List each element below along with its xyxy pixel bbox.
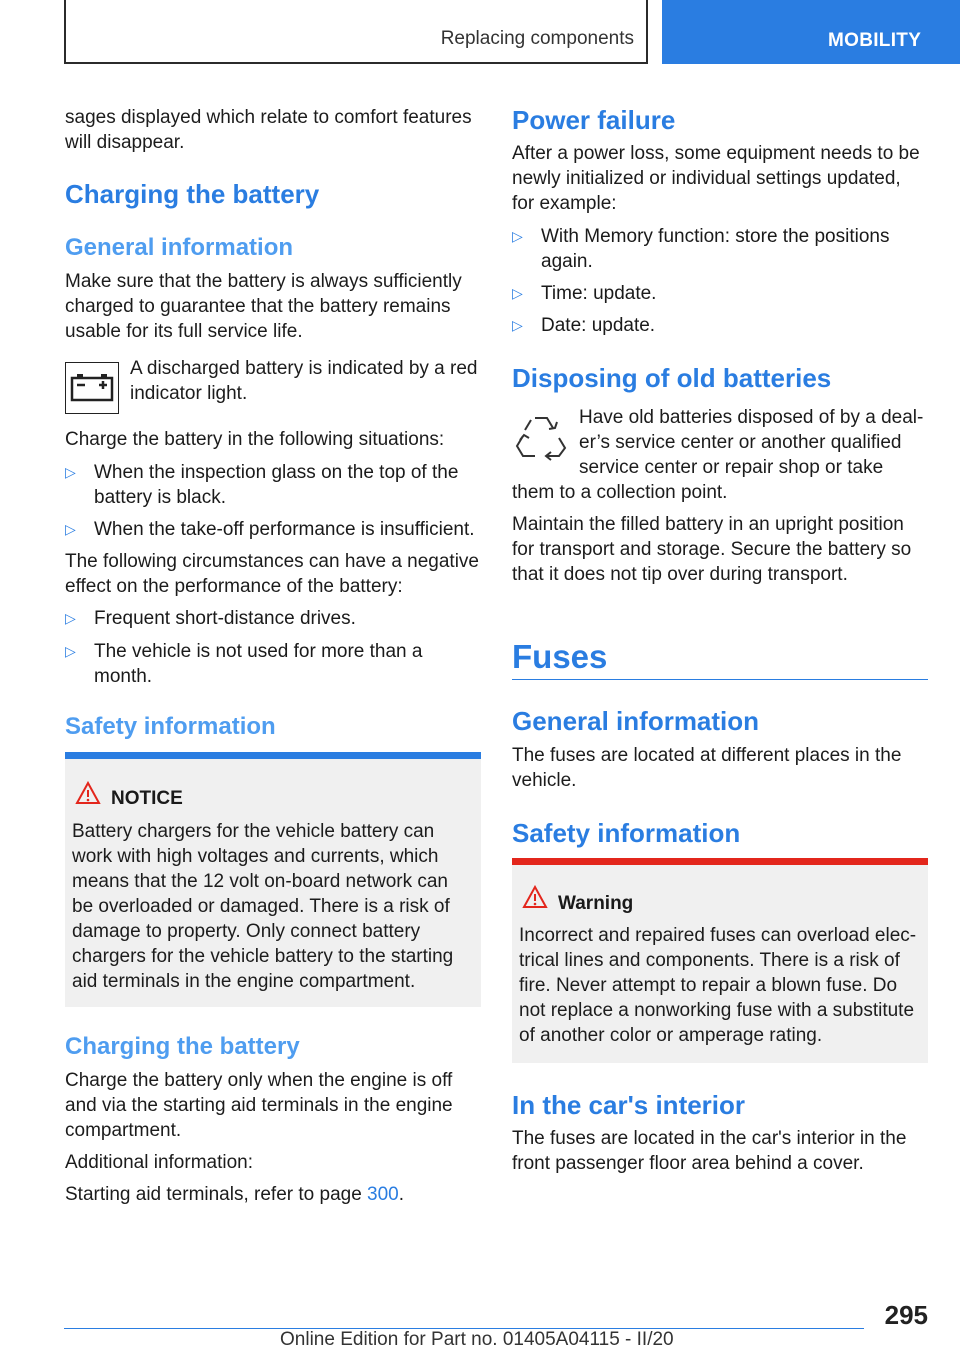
- fuses-divider: [512, 679, 928, 680]
- circumstances-list-item: ▷ Frequent short-distance drives.: [65, 608, 356, 629]
- page-number: 295: [884, 1300, 928, 1330]
- header-section-title: Replacing components: [440, 28, 634, 49]
- heading-car-interior: In the car's interior: [512, 1090, 746, 1120]
- notice-title: NOTICE: [111, 788, 183, 809]
- general-information-text: Make sure that the battery is always sufficiently charged to guarantee that the battery remains usable for its full service life.: [65, 271, 462, 342]
- heading-general-information-right: General information: [512, 706, 760, 736]
- warning-triangle-icon: [75, 781, 101, 805]
- interior-text: The fuses are located in the car's interior in the front passenger floor area behind a cover.: [512, 1128, 907, 1174]
- warning-box: [512, 858, 928, 1063]
- disposing-text: Have old batteries disposed of by a deal-er’s service center or another qualified service center or repair shop or take: [579, 407, 924, 478]
- power-list-item: ▷ With Memory function: store the positions again.: [512, 226, 890, 272]
- starting-aid-reference: Starting aid terminals, refer to page 300.: [65, 1184, 405, 1205]
- bullet-triangle-icon: ▷: [512, 317, 523, 333]
- power-failure-text: After a power loss, some equipment needs to be newly initialized or individual settings updated, for example:: [512, 143, 920, 214]
- charging-text: Charge the battery only when the engine is off and via the starting aid terminals in the engine compartment.: [65, 1070, 453, 1141]
- header-chapter-tab: [662, 0, 960, 64]
- bullet-triangle-icon: ▷: [65, 610, 76, 626]
- header-section-box: [64, 0, 648, 64]
- situations-intro: Charge the battery in the following situations:: [65, 429, 445, 450]
- heading-safety-information-left: Safety information: [65, 713, 276, 740]
- warning-title: Warning: [558, 893, 634, 914]
- circumstances-intro: The following circumstances can have a negative effect on the performance of the battery:: [65, 551, 480, 597]
- heading-general-information: General information: [65, 234, 294, 261]
- bullet-triangle-icon: ▷: [65, 643, 76, 659]
- warning-text: Incorrect and repaired fuses can overload elec-trical lines and components. There is a risk of fire. Never attempt to repair a blown fuse. Do not replace a nonworking fuse with a substitute of another color or amperage rating.: [519, 925, 917, 1046]
- heading-safety-information-right: Safety information: [512, 818, 741, 848]
- bullet-triangle-icon: ▷: [65, 464, 76, 480]
- circumstances-list-item: ▷ The vehicle is not used for more than a month.: [65, 641, 423, 687]
- notice-box: [65, 752, 481, 1007]
- heading-charging-battery-2: Charging the battery: [65, 1033, 300, 1060]
- additional-information-label: Additional information:: [65, 1152, 253, 1173]
- bullet-triangle-icon: ▷: [65, 521, 76, 537]
- battery-indicator-icon: [65, 362, 119, 414]
- recycle-icon: [513, 408, 569, 464]
- fuses-general-text: The fuses are located at different places in the vehicle.: [512, 745, 902, 791]
- header-chapter-title: MOBILITY: [828, 30, 922, 51]
- page-reference-link[interactable]: 300: [367, 1184, 399, 1205]
- disposing-text-continued: them to a collection point.: [512, 482, 728, 503]
- power-list-item: ▷ Date: update.: [512, 315, 656, 336]
- heading-disposing-batteries: Disposing of old batteries: [512, 363, 832, 393]
- intro-paragraph: sages displayed which relate to comfort features will disappear.: [65, 107, 472, 153]
- footer-edition-text: Online Edition for Part no. 01405A04115 - II/20: [280, 1329, 674, 1350]
- bullet-triangle-icon: ▷: [512, 285, 523, 301]
- heading-power-failure: Power failure: [512, 105, 676, 135]
- notice-text: Battery chargers for the vehicle battery can work with high voltages and currents, which means that the 12 volt on-board network can be overloaded or damaged. There is a risk of damage to property. Only connect battery chargers for the vehicle battery to the starting aid terminals in the engine compartment.: [72, 821, 454, 992]
- bullet-triangle-icon: ▷: [512, 228, 523, 244]
- power-list-item: ▷ Time: update.: [512, 283, 657, 304]
- indicator-light-text: A discharged battery is indicated by a red indicator light.: [130, 358, 478, 404]
- heading-fuses: Fuses: [512, 638, 608, 675]
- situations-list-item: ▷ When the inspection glass on the top of the battery is black.: [65, 462, 459, 508]
- heading-charging-battery: Charging the battery: [65, 179, 320, 209]
- warning-triangle-icon: [522, 885, 548, 909]
- maintain-battery-text: Maintain the filled battery in an upright position for transport and storage. Secure the battery so that it does not tip over during transport.: [512, 514, 912, 585]
- situations-list-item: ▷ When the take-off performance is insufficient.: [65, 519, 475, 540]
